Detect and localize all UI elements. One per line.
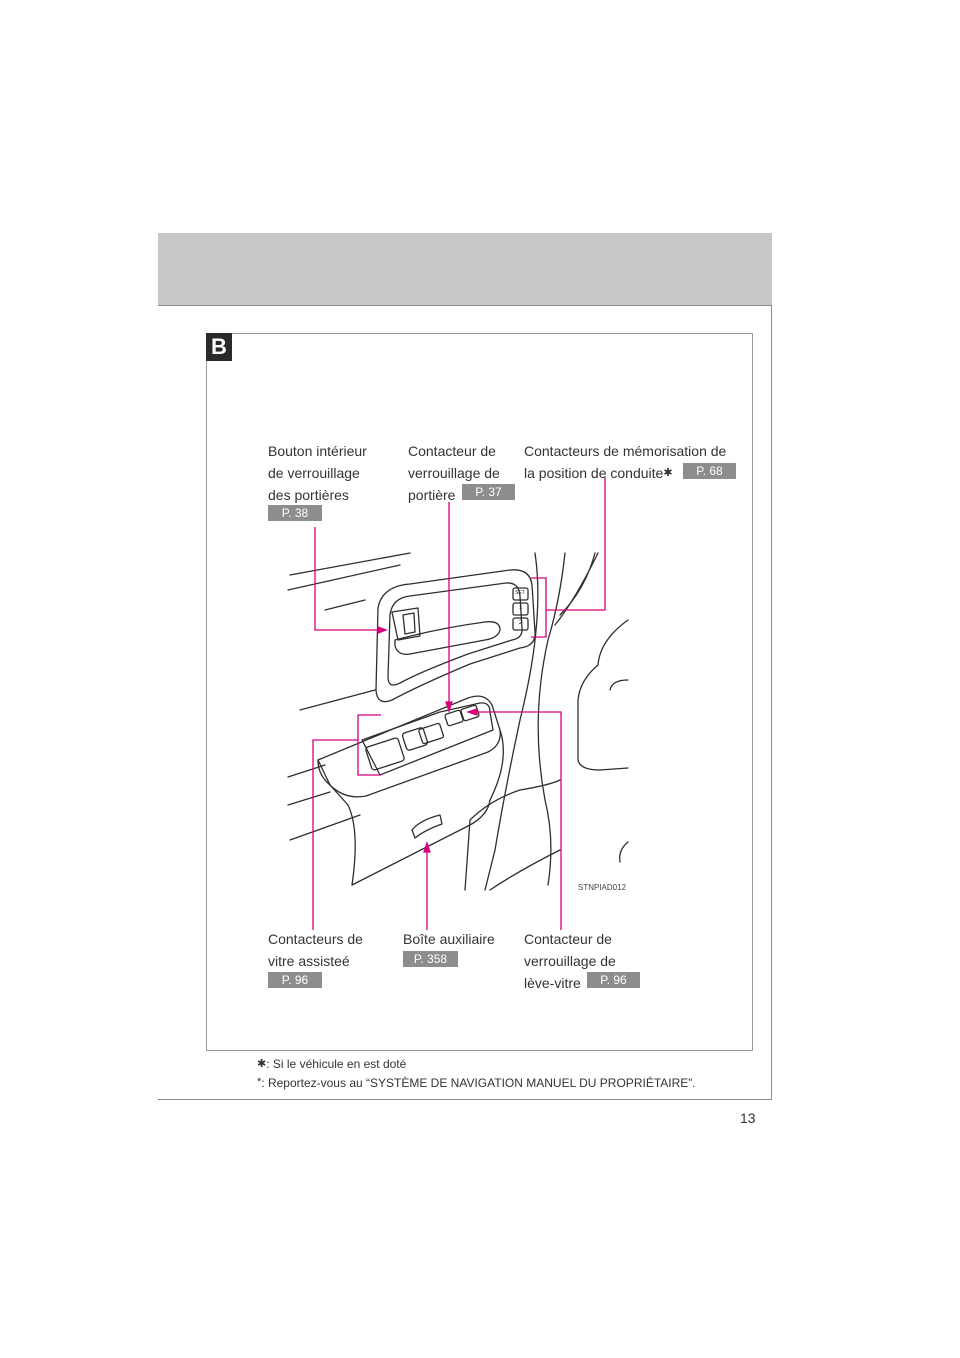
footnote-navigation: *: Reportez-vous au “SYSTÈME DE NAVIGATION MANUEL DU PROPRIÉTAIRE”.: [257, 1076, 696, 1090]
label-window-lock: Contacteur de verrouillage de lève-vitre: [524, 931, 616, 991]
leader-memory: [546, 477, 605, 610]
label-interior-lock: Bouton intérieur de verrouillage des portières: [268, 443, 367, 503]
memory-bracket: [531, 578, 546, 637]
power-window-bracket: [358, 715, 381, 775]
leader-interior-lock: [315, 527, 384, 630]
label-memory: Contacteurs de mémorisation de la position de conduite✱: [524, 443, 727, 481]
leader-power-window: [313, 740, 358, 930]
page-ref-power-window[interactable]: P. 96: [268, 972, 322, 988]
page-ref-window-lock[interactable]: P. 96: [587, 972, 640, 988]
footnote-optional: ✱: Si le véhicule en est doté: [257, 1057, 407, 1071]
page-ref-aux-box[interactable]: P. 358: [403, 951, 458, 967]
label-door-lock: Contacteur de verrouillage de portière: [408, 443, 500, 503]
page-number: 13: [740, 1110, 756, 1126]
memory-2-label: 2: [519, 620, 523, 626]
page-ref-memory[interactable]: P. 68: [683, 463, 736, 479]
section-badge: B: [206, 333, 232, 361]
memory-set-label: SET: [515, 590, 525, 596]
image-code: STNPIAD012: [578, 883, 627, 892]
label-power-window: Contacteurs de vitre assisteé: [268, 931, 363, 969]
page-ref-interior-lock[interactable]: P. 38: [268, 505, 322, 521]
memory-1-label: 1: [519, 605, 523, 611]
label-aux-box: Boîte auxiliaire: [403, 931, 495, 947]
leader-window-lock: [470, 712, 561, 930]
bottom-rule: [158, 1099, 772, 1100]
page-ref-door-lock[interactable]: P. 37: [462, 484, 515, 500]
